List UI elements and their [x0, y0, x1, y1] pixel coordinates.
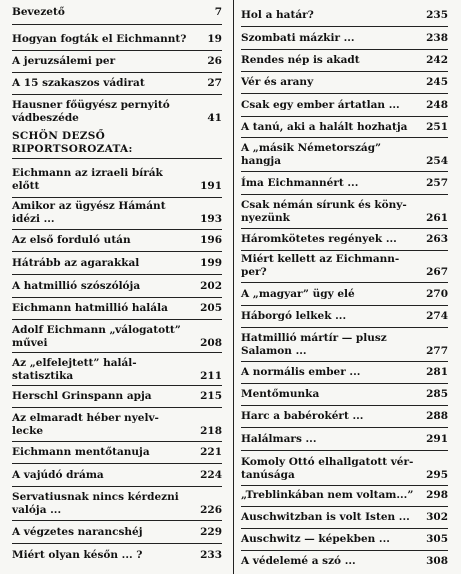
- toc-entry: [12, 234, 222, 247]
- entry-rule: [12, 319, 222, 320]
- toc-entry-page: 277: [426, 345, 448, 357]
- toc-entry: [241, 511, 448, 524]
- entry-rule: [241, 485, 448, 486]
- entry-rule: [241, 26, 448, 27]
- toc-entry-title: Szombati mázkir ...: [241, 32, 355, 44]
- toc-entry-title: Servatiusnak nincs kérdezni valója ...: [12, 491, 179, 516]
- toc-entry-title: Mentőmunka: [241, 388, 320, 400]
- toc-entry: [241, 332, 448, 358]
- toc-entry-page: 248: [426, 99, 448, 111]
- toc-entry-page: 202: [200, 280, 222, 292]
- toc-entry-page: 233: [200, 549, 222, 561]
- entry-rule: [12, 72, 222, 73]
- toc-entry: [12, 302, 222, 315]
- toc-entry-title: Miért olyan későn ... ?: [12, 549, 143, 561]
- toc-entry-title: Az első forduló után: [12, 234, 131, 246]
- entry-rule: [241, 506, 448, 507]
- toc-entry-title: Eichmann mentőtanuja: [12, 446, 150, 458]
- entry-rule: [241, 137, 448, 138]
- toc-entry-page: 196: [200, 234, 222, 246]
- toc-entry-page: 19: [207, 33, 222, 45]
- entry-rule: [241, 327, 448, 328]
- toc-entry: [241, 32, 448, 45]
- toc-entry: [241, 9, 448, 22]
- toc-entry-title: Adolf Eichmann „válogatott” művei: [12, 324, 181, 349]
- entry-rule: [12, 158, 222, 159]
- toc-entry: [241, 555, 448, 568]
- entry-rule: [241, 361, 448, 362]
- toc-entry: [12, 77, 222, 90]
- entry-rule: [12, 520, 222, 521]
- entry-rule: [12, 385, 222, 386]
- toc-entry-title: A „magyar” ügy elé: [241, 288, 355, 300]
- toc-entry-page: 208: [200, 337, 222, 349]
- toc-entry-page: 26: [207, 55, 222, 67]
- toc-entry-page: 261: [426, 212, 448, 224]
- toc-entry-page: 274: [426, 310, 448, 322]
- toc-entry-title: A végzetes narancshéj: [12, 526, 143, 538]
- toc-entry-title: Csak némán sírunk és köny- nyezünk: [241, 199, 407, 224]
- toc-entry: [12, 469, 222, 482]
- toc-entry: [12, 549, 222, 562]
- toc-entry-title: Auschwitz — képekben ...: [241, 533, 390, 545]
- toc-entry-page: 308: [426, 555, 448, 567]
- entry-rule: [241, 550, 448, 551]
- toc-entry: [241, 142, 448, 168]
- entry-rule: [12, 274, 222, 275]
- toc-entry-title: Auschwitzban is volt Isten ...: [241, 511, 410, 523]
- entry-rule: [241, 528, 448, 529]
- toc-entry: [241, 489, 448, 502]
- toc-entry-title: Az elmaradt héber nyelv- lecke: [12, 412, 159, 437]
- toc-entry: [241, 410, 448, 423]
- toc-entry-page: 41: [207, 112, 222, 124]
- toc-entry-title: A normális ember ...: [241, 366, 361, 378]
- toc-entry-title: Harc a babérokért ...: [241, 410, 364, 422]
- toc-entry-page: 263: [426, 233, 448, 245]
- toc-entry-page: 211: [200, 370, 222, 382]
- toc-entry: [241, 233, 448, 246]
- toc-entry-page: 199: [200, 257, 222, 269]
- toc-entry-title: Hogyan fogták el Eichmannt?: [12, 33, 187, 45]
- toc-entry-title: Csak egy ember ártatlan ...: [241, 99, 400, 111]
- toc-entry-title: „Treblinkában nem voltam...”: [241, 489, 414, 501]
- toc-entry-title: Komoly Ottó elhallgatott vér- tanúsága: [241, 456, 414, 481]
- toc-entry-title: Eichmann hatmillió halála: [12, 302, 168, 314]
- toc-entry-page: 238: [426, 32, 448, 44]
- entry-rule: [12, 24, 222, 25]
- entry-rule: [12, 197, 222, 198]
- toc-entry-title: A hatmillió szószólója: [12, 280, 141, 292]
- column-divider: [233, 0, 234, 574]
- toc-entry: [12, 33, 222, 46]
- toc-entry: [241, 54, 448, 67]
- toc-entry-page: 270: [426, 288, 448, 300]
- toc-entry-page: 291: [426, 433, 448, 445]
- toc-entry-page: 193: [200, 213, 222, 225]
- toc-entry: [12, 167, 222, 193]
- entry-rule: [12, 463, 222, 464]
- toc-entry-page: 298: [426, 489, 448, 501]
- toc-entry-title: Halálmars ...: [241, 433, 317, 445]
- toc-entry-title: Eichmann az izraeli bírák előtt: [12, 167, 163, 192]
- toc-entry-page: 205: [200, 302, 222, 314]
- entry-rule: [241, 228, 448, 229]
- toc-entry-title: Az „elfelejtett” halál- statisztika: [12, 357, 137, 382]
- toc-entry-title: Bevezető: [12, 6, 65, 18]
- toc-entry: [12, 6, 222, 19]
- toc-entry-page: 224: [200, 469, 222, 481]
- toc-entry-page: 281: [426, 366, 448, 378]
- toc-entry-page: 27: [207, 77, 222, 89]
- toc-entry-page: 245: [426, 76, 448, 88]
- toc-entry-title: Háromkötetes regények ...: [241, 233, 397, 245]
- toc-entry: [12, 280, 222, 293]
- toc-entry-page: 218: [200, 425, 222, 437]
- entry-rule: [241, 383, 448, 384]
- entry-rule: [12, 297, 222, 298]
- toc-entry-page: 191: [200, 180, 222, 192]
- toc-entry-title: Rendes nép is akadt: [241, 54, 360, 66]
- toc-entry-page: 235: [426, 9, 448, 21]
- toc-entry-page: 221: [200, 446, 222, 458]
- entry-rule: [241, 427, 448, 428]
- toc-entry-title: Vér és arany: [241, 76, 314, 88]
- toc-entry: [241, 388, 448, 401]
- toc-entry: [241, 533, 448, 546]
- toc-entry: [241, 310, 448, 323]
- toc-entry-title: A védelemé a szó ...: [241, 555, 356, 567]
- entry-rule: [241, 194, 448, 195]
- toc-entry-page: 295: [426, 469, 448, 481]
- entry-rule: [241, 171, 448, 172]
- entry-rule: [241, 250, 448, 251]
- entry-rule: [241, 49, 448, 50]
- toc-entry: [12, 324, 222, 350]
- toc-entry: [12, 390, 222, 403]
- entry-rule: [12, 407, 222, 408]
- toc-entry-title: Hausner főügyész pernyitó vádbeszéde: [12, 99, 170, 124]
- toc-entry-title: A tanú, aki a halált hozhatja: [241, 121, 408, 133]
- toc-entry-title: Hátrább az agarakkal: [12, 257, 140, 269]
- entry-rule: [12, 50, 222, 51]
- toc-entry: [12, 446, 222, 459]
- toc-entry-page: 7: [214, 6, 222, 18]
- toc-entry-title: A „másik Németország” hangja: [241, 142, 382, 167]
- toc-entry-page: 215: [200, 390, 222, 402]
- toc-entry: [12, 491, 222, 517]
- toc-entry: [12, 99, 222, 125]
- toc-entry: [12, 357, 222, 383]
- toc-entry: [241, 121, 448, 134]
- toc-entry-page: 229: [200, 526, 222, 538]
- toc-entry: [241, 288, 448, 301]
- entry-rule: [241, 405, 448, 406]
- toc-entry-title: A jeruzsálemi per: [12, 55, 116, 67]
- toc-entry: [241, 253, 448, 279]
- entry-rule: [241, 282, 448, 283]
- entry-rule: [241, 450, 448, 451]
- toc-entry-page: 242: [426, 54, 448, 66]
- toc-entry-page: 285: [426, 388, 448, 400]
- entry-rule: [12, 352, 222, 353]
- toc-entry: [241, 99, 448, 112]
- toc-entry-page: 288: [426, 410, 448, 422]
- entry-rule: [12, 94, 222, 95]
- toc-entry: [241, 366, 448, 379]
- toc-entry-title: A vajúdó dráma: [12, 469, 104, 481]
- toc-entry: [241, 177, 448, 190]
- toc-entry-page: 302: [426, 511, 448, 523]
- toc-entry-title: Herschl Grinspann apja: [12, 390, 152, 402]
- entry-rule: [12, 229, 222, 230]
- entry-rule: [241, 305, 448, 306]
- toc-entry-page: 305: [426, 533, 448, 545]
- entry-rule: [241, 116, 448, 117]
- toc-entry: [12, 55, 222, 68]
- entry-rule: [241, 93, 448, 94]
- toc-entry-title: Íma Eichmannért ...: [241, 177, 359, 189]
- toc-entry: [241, 76, 448, 89]
- toc-entry-page: 267: [426, 266, 448, 278]
- toc-entry: [12, 200, 222, 226]
- toc-entry: [241, 433, 448, 446]
- entry-rule: [12, 543, 222, 544]
- entry-rule: [241, 71, 448, 72]
- entry-rule: [12, 441, 222, 442]
- toc-entry-title: Miért kellett az Eichmann- per?: [241, 253, 400, 278]
- entry-rule: [12, 251, 222, 252]
- entry-rule: [12, 486, 222, 487]
- toc-entry-page: 226: [200, 504, 222, 516]
- toc-entry-page: 251: [426, 121, 448, 133]
- toc-entry: [241, 199, 448, 225]
- toc-entry: [12, 412, 222, 438]
- toc-entry-title: Amikor az ügyész Hámánt idézi ...: [12, 200, 166, 225]
- toc-entry-title: A 15 szakaszos vádirat: [12, 77, 145, 89]
- toc-entry-page: 254: [426, 155, 448, 167]
- toc-entry-title: Hatmillió mártír — plusz Salamon ...: [241, 332, 387, 357]
- toc-entry: [12, 257, 222, 270]
- section-heading: SCHÖN DEZSŐ RIPORTSOROZATA:: [12, 130, 133, 155]
- toc-entry-title: Háborgó lelkek ...: [241, 310, 347, 322]
- toc-entry-title: Hol a határ?: [241, 9, 314, 21]
- toc-entry-page: 257: [426, 177, 448, 189]
- toc-entry: [12, 526, 222, 539]
- toc-entry: [241, 456, 448, 482]
